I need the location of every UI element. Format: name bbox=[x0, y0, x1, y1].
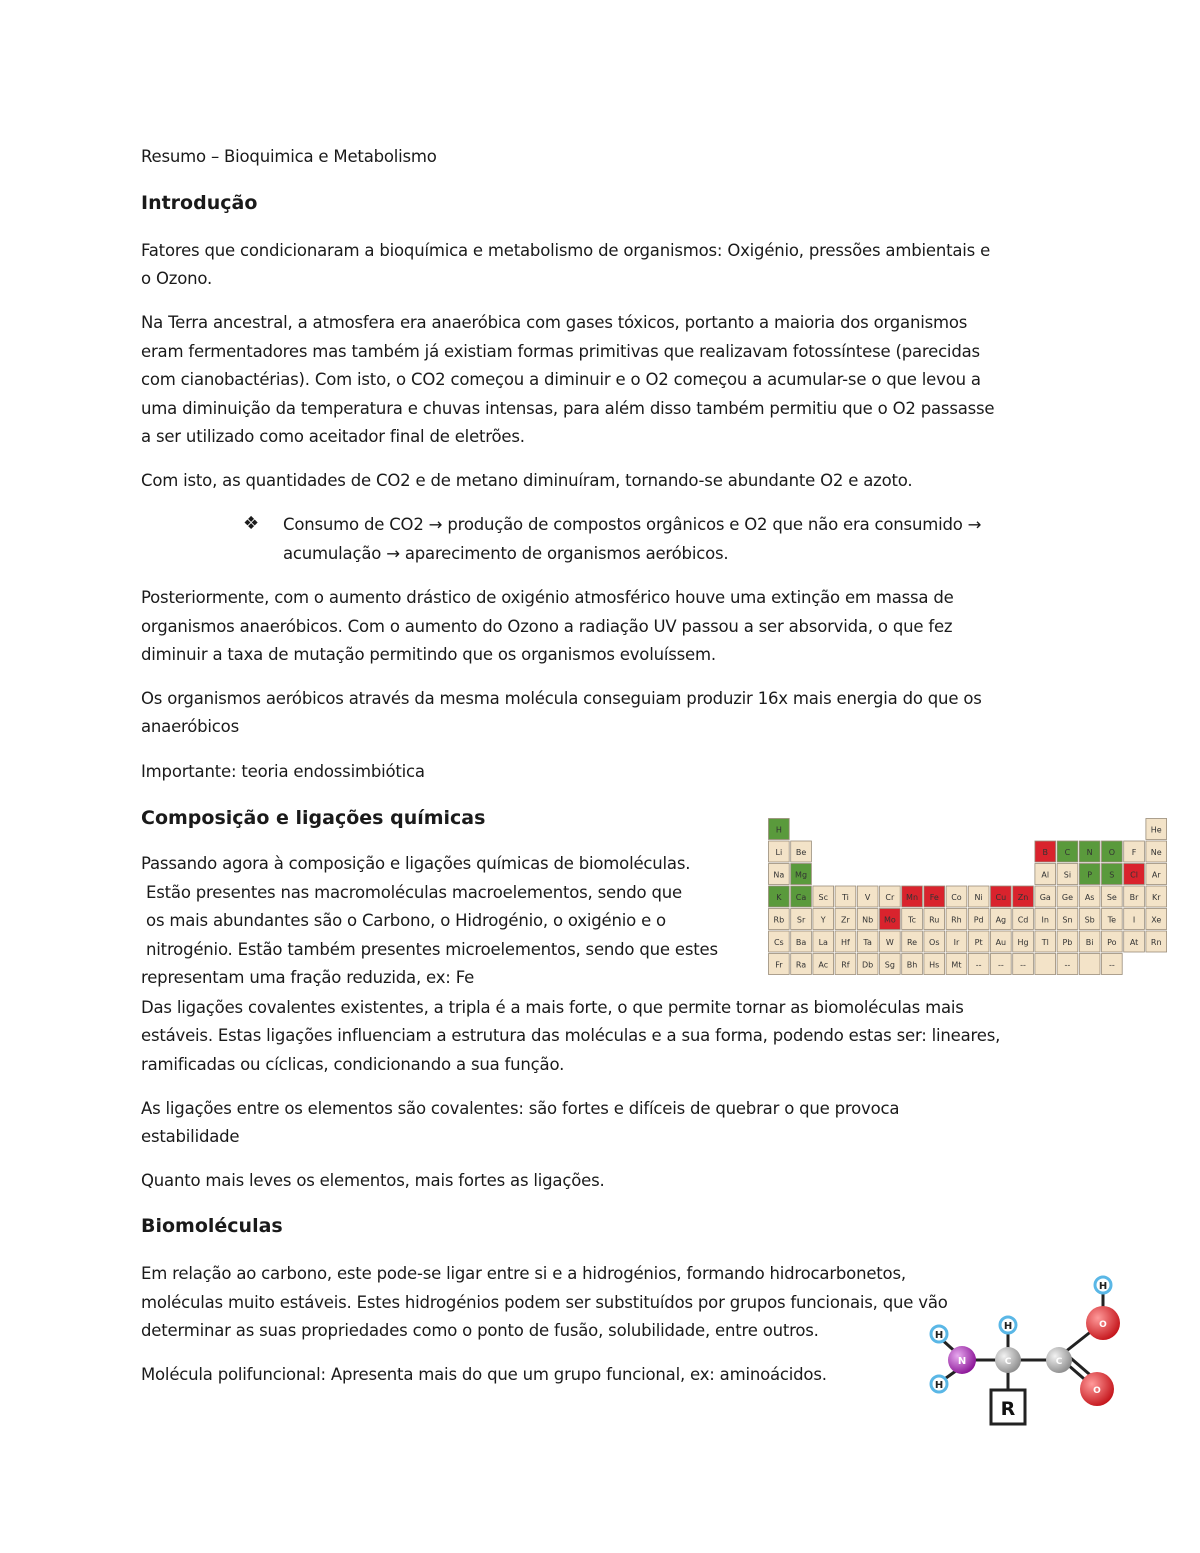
element-cell bbox=[1079, 841, 1100, 862]
element-cell bbox=[813, 931, 834, 952]
paragraph-line: determinar as suas propriedades como o ponto de fusão, solubilidade, entre outros. bbox=[141, 1321, 819, 1340]
element-symbol: Ti bbox=[842, 892, 849, 902]
svg-text:C: C bbox=[1055, 1357, 1063, 1367]
element-cell bbox=[769, 954, 790, 975]
element-cell bbox=[769, 864, 790, 885]
element-symbol: Pb bbox=[1062, 937, 1073, 947]
element-symbol: -- bbox=[1108, 960, 1115, 970]
r-group-box bbox=[991, 1390, 1025, 1424]
element-cell bbox=[1124, 841, 1145, 862]
element-symbol: O bbox=[1108, 847, 1115, 857]
paragraph-line: anaeróbicos bbox=[141, 717, 239, 736]
element-cell bbox=[902, 931, 923, 952]
paragraph-line: representam uma fração reduzida, ex: Fe bbox=[141, 968, 475, 987]
element-symbol: Ge bbox=[1061, 892, 1074, 902]
element-symbol: Co bbox=[951, 892, 962, 902]
paragraph-line: os mais abundantes são o Carbono, o Hidrogénio, o oxigénio e o bbox=[141, 911, 666, 930]
element-symbol: Bh bbox=[906, 960, 918, 970]
element-cell bbox=[1124, 864, 1145, 885]
element-cell bbox=[1057, 931, 1078, 952]
element-symbol: Y bbox=[820, 915, 826, 925]
svg-text:H: H bbox=[1098, 1281, 1108, 1292]
element-cell bbox=[880, 886, 901, 907]
oxygen-atom bbox=[1086, 1306, 1120, 1340]
element-cell bbox=[857, 909, 878, 930]
paragraph-line: Quanto mais leves os elementos, mais fortes as ligações. bbox=[141, 1171, 605, 1190]
element-cell bbox=[1057, 954, 1078, 975]
document-title: Resumo – Bioquimica e Metabolismo bbox=[141, 147, 437, 166]
element-cell bbox=[1146, 841, 1167, 862]
element-symbol: Po bbox=[1107, 937, 1117, 947]
element-cell bbox=[835, 909, 856, 930]
element-symbol: Rh bbox=[951, 915, 962, 925]
element-symbol: At bbox=[1129, 937, 1139, 947]
element-cell bbox=[1057, 841, 1078, 862]
element-cell bbox=[991, 931, 1012, 952]
element-cell bbox=[791, 841, 812, 862]
paragraph-line: a ser utilizado como aceitador final de eletrões. bbox=[141, 427, 525, 446]
svg-text:C: C bbox=[1004, 1357, 1012, 1367]
paragraph-line: nitrogénio. Estão também presentes microelementos, sendo que estes bbox=[141, 940, 718, 959]
element-cell bbox=[1079, 909, 1100, 930]
element-cell bbox=[857, 931, 878, 952]
element-symbol: Rn bbox=[1150, 937, 1162, 947]
element-cell bbox=[1102, 931, 1123, 952]
paragraph-line: estáveis. Estas ligações influenciam a estrutura das moléculas e a sua forma, podendo estas ser: lineares, bbox=[141, 1026, 1001, 1045]
element-symbol: Rb bbox=[773, 915, 785, 925]
element-cell bbox=[1102, 841, 1123, 862]
element-cell bbox=[769, 886, 790, 907]
element-cell bbox=[1079, 931, 1100, 952]
element-symbol: P bbox=[1087, 870, 1093, 880]
element-symbol: Si bbox=[1063, 870, 1072, 880]
element-symbol: W bbox=[885, 937, 894, 947]
element-cell bbox=[968, 931, 989, 952]
element-symbol: Pt bbox=[974, 937, 983, 947]
heading-biomoleculas: Biomoléculas bbox=[141, 1215, 283, 1237]
element-symbol: Al bbox=[1041, 870, 1050, 880]
element-symbol: Se bbox=[1106, 892, 1117, 902]
element-symbol: Sr bbox=[796, 915, 806, 925]
element-symbol: Cd bbox=[1017, 915, 1029, 925]
carbon-atom bbox=[1046, 1347, 1072, 1373]
element-cell bbox=[968, 886, 989, 907]
element-symbol: Ga bbox=[1039, 892, 1051, 902]
element-cell bbox=[769, 909, 790, 930]
element-symbol: Cl bbox=[1130, 870, 1138, 880]
element-cell bbox=[769, 819, 790, 840]
element-symbol: In bbox=[1041, 915, 1049, 925]
nitrogen-atom bbox=[948, 1346, 976, 1374]
element-symbol: Pd bbox=[973, 915, 984, 925]
element-symbol: Cr bbox=[885, 892, 895, 902]
element-symbol: C bbox=[1064, 847, 1071, 857]
paragraph-line: moléculas muito estáveis. Estes hidrogénios podem ser substituídos por grupos funcionais, que vão bbox=[141, 1293, 948, 1312]
paragraph-line: uma diminuição da temperatura e chuvas intensas, para além disso também permitiu que o O2 passasse bbox=[141, 399, 995, 418]
element-symbol: Na bbox=[773, 870, 785, 880]
element-cell bbox=[902, 954, 923, 975]
element-cell bbox=[791, 909, 812, 930]
element-cell bbox=[1035, 909, 1056, 930]
paragraph-line: diminuir a taxa de mutação permitindo que os organismos evoluíssem. bbox=[141, 645, 716, 664]
element-symbol: Li bbox=[775, 847, 783, 857]
element-cell bbox=[946, 954, 967, 975]
element-cell bbox=[1079, 886, 1100, 907]
hydrogen-atom bbox=[931, 1376, 947, 1392]
svg-text:H: H bbox=[934, 1380, 944, 1391]
paragraph-line: Molécula polifuncional: Apresenta mais do que um grupo funcional, ex: aminoácidos. bbox=[141, 1365, 827, 1384]
element-symbol: Hs bbox=[929, 960, 940, 970]
element-cell bbox=[902, 909, 923, 930]
paragraph-line: eram fermentadores mas também já existiam formas primitivas que realizavam fotossíntese (parecidas bbox=[141, 342, 980, 361]
element-symbol: Tc bbox=[908, 915, 917, 925]
element-cell bbox=[791, 931, 812, 952]
periodic-table-figure bbox=[768, 818, 1168, 978]
element-cell bbox=[924, 931, 945, 952]
element-cell bbox=[880, 954, 901, 975]
element-symbol: As bbox=[1084, 892, 1095, 902]
amino-acid-molecule-figure bbox=[920, 1270, 1126, 1430]
element-cell bbox=[1146, 931, 1167, 952]
element-symbol: Sn bbox=[1062, 915, 1073, 925]
element-cell bbox=[1079, 864, 1100, 885]
element-cell bbox=[791, 954, 812, 975]
element-symbol: Br bbox=[1129, 892, 1139, 902]
element-symbol: S bbox=[1109, 870, 1115, 880]
element-symbol: Ta bbox=[863, 937, 872, 947]
paragraph-line: As ligações entre os elementos são covalentes: são fortes e difíceis de quebrar o que provoca bbox=[141, 1099, 900, 1118]
svg-text:O: O bbox=[1093, 1386, 1101, 1396]
bullet-line: Consumo de CO2 → produção de compostos orgânicos e O2 que não era consumido → bbox=[283, 515, 982, 534]
element-cell bbox=[880, 909, 901, 930]
element-symbol: Db bbox=[862, 960, 874, 970]
element-symbol: Zr bbox=[841, 915, 850, 925]
element-symbol: Rf bbox=[841, 960, 850, 970]
element-cell bbox=[1102, 909, 1123, 930]
heading-introducao: Introdução bbox=[141, 192, 258, 214]
element-cell bbox=[1146, 909, 1167, 930]
element-cell bbox=[857, 954, 878, 975]
hydrogen-atom bbox=[1000, 1317, 1016, 1333]
element-symbol: -- bbox=[975, 960, 982, 970]
element-cell bbox=[924, 954, 945, 975]
element-cell bbox=[1102, 886, 1123, 907]
heading-composicao: Composição e ligações químicas bbox=[141, 807, 486, 829]
element-symbol: Os bbox=[929, 937, 940, 947]
element-symbol: Bi bbox=[1085, 937, 1094, 947]
element-cell bbox=[1146, 819, 1167, 840]
element-cell bbox=[924, 909, 945, 930]
element-cell bbox=[1013, 909, 1034, 930]
element-cell bbox=[946, 886, 967, 907]
element-symbol: Kr bbox=[1151, 892, 1161, 902]
paragraph-line: Posteriormente, com o aumento drástico de oxigénio atmosférico houve uma extinção em massa de bbox=[141, 588, 954, 607]
hydrogen-atom bbox=[1095, 1277, 1111, 1293]
element-symbol: Zn bbox=[1017, 892, 1029, 902]
element-symbol: Ni bbox=[974, 892, 983, 902]
element-cell bbox=[991, 954, 1012, 975]
element-cell bbox=[902, 886, 923, 907]
element-symbol: -- bbox=[1064, 960, 1071, 970]
paragraph-line: com cianobactérias). Com isto, o CO2 começou a diminuir e o O2 começou a acumular-se o que levou a bbox=[141, 370, 981, 389]
paragraph-line: Importante: teoria endossimbiótica bbox=[141, 762, 425, 781]
element-cell bbox=[1013, 954, 1034, 975]
element-symbol: Ag bbox=[995, 915, 1007, 925]
element-cell bbox=[968, 954, 989, 975]
element-symbol: F bbox=[1131, 847, 1137, 857]
element-symbol: Ac bbox=[818, 960, 829, 970]
element-cell bbox=[946, 931, 967, 952]
element-cell bbox=[769, 841, 790, 862]
paragraph-line: ramificadas ou cíclicas, condicionando a sua função. bbox=[141, 1055, 565, 1074]
paragraph-line: Os organismos aeróbicos através da mesma molécula conseguiam produzir 16x mais energia do que os bbox=[141, 689, 982, 708]
element-symbol: Te bbox=[1107, 915, 1117, 925]
element-cell bbox=[791, 886, 812, 907]
paragraph-line: Fatores que condicionaram a bioquímica e metabolismo de organismos: Oxigénio, pressões ambientais e bbox=[141, 241, 991, 260]
element-symbol: Hf bbox=[841, 937, 850, 947]
oxygen-atom bbox=[1080, 1372, 1114, 1406]
element-symbol: Ir bbox=[953, 937, 960, 947]
element-symbol: La bbox=[818, 937, 828, 947]
paragraph-line: Com isto, as quantidades de CO2 e de metano diminuíram, tornando-se abundante O2 e azoto. bbox=[141, 471, 913, 490]
element-cell bbox=[991, 886, 1012, 907]
element-cell bbox=[1035, 886, 1056, 907]
element-cell bbox=[1057, 909, 1078, 930]
paragraph-line: Em relação ao carbono, este pode-se ligar entre si e a hidrogénios, formando hidrocarbonetos, bbox=[141, 1264, 906, 1283]
element-cell bbox=[1124, 931, 1145, 952]
element-cell bbox=[813, 909, 834, 930]
element-cell bbox=[835, 931, 856, 952]
hydrogen-atom bbox=[931, 1326, 947, 1342]
bullet-line: acumulação → aparecimento de organismos aeróbicos. bbox=[283, 544, 729, 563]
element-cell bbox=[1035, 954, 1056, 975]
element-cell bbox=[880, 931, 901, 952]
carbon-atom bbox=[995, 1347, 1021, 1373]
diamond-bullet-icon: ❖ bbox=[243, 513, 260, 534]
element-symbol: Mo bbox=[883, 915, 896, 925]
paragraph-line: Das ligações covalentes existentes, a tripla é a mais forte, o que permite tornar as biomoléculas mais bbox=[141, 998, 964, 1017]
element-cell bbox=[991, 909, 1012, 930]
element-cell bbox=[1124, 909, 1145, 930]
svg-text:R: R bbox=[1000, 1398, 1016, 1420]
element-cell bbox=[1079, 954, 1100, 975]
element-symbol: V bbox=[864, 892, 871, 902]
element-cell bbox=[791, 864, 812, 885]
element-cell bbox=[769, 931, 790, 952]
element-symbol: Mn bbox=[906, 892, 919, 902]
element-symbol: Ru bbox=[929, 915, 940, 925]
element-symbol: Ne bbox=[1150, 847, 1162, 857]
svg-text:H: H bbox=[1003, 1321, 1013, 1332]
element-symbol: Fr bbox=[775, 960, 783, 970]
element-symbol: Be bbox=[795, 847, 807, 857]
element-symbol: Mg bbox=[795, 870, 808, 880]
paragraph-line: Estão presentes nas macromoléculas macroelementos, sendo que bbox=[141, 883, 682, 902]
element-symbol: He bbox=[1150, 825, 1162, 835]
element-cell bbox=[1035, 841, 1056, 862]
element-symbol: Mt bbox=[951, 960, 962, 970]
element-symbol: Sc bbox=[818, 892, 828, 902]
element-symbol: Ar bbox=[1151, 870, 1161, 880]
element-cell bbox=[1146, 864, 1167, 885]
element-cell bbox=[813, 954, 834, 975]
element-symbol: Nb bbox=[862, 915, 874, 925]
element-cell bbox=[924, 886, 945, 907]
element-cell bbox=[813, 886, 834, 907]
element-symbol: Ca bbox=[795, 892, 807, 902]
element-cell bbox=[1013, 931, 1034, 952]
element-cell bbox=[1124, 886, 1145, 907]
svg-text:H: H bbox=[934, 1330, 944, 1341]
element-symbol: Sg bbox=[884, 960, 895, 970]
element-cell bbox=[1035, 931, 1056, 952]
svg-text:N: N bbox=[957, 1356, 967, 1367]
paragraph-line: o Ozono. bbox=[141, 269, 212, 288]
element-symbol: Tl bbox=[1041, 937, 1049, 947]
element-symbol: H bbox=[775, 825, 782, 835]
element-symbol: N bbox=[1086, 847, 1093, 857]
element-cell bbox=[1057, 864, 1078, 885]
element-cell bbox=[1102, 864, 1123, 885]
paragraph-line: estabilidade bbox=[141, 1127, 240, 1146]
element-cell bbox=[1146, 886, 1167, 907]
element-symbol: Sb bbox=[1084, 915, 1095, 925]
element-symbol: -- bbox=[997, 960, 1004, 970]
paragraph-line: Passando agora à composição e ligações químicas de biomoléculas. bbox=[141, 854, 691, 873]
element-cell bbox=[1102, 954, 1123, 975]
element-symbol: Cu bbox=[995, 892, 1007, 902]
element-cell bbox=[857, 886, 878, 907]
element-symbol: Xe bbox=[1151, 915, 1162, 925]
element-symbol: K bbox=[776, 892, 782, 902]
paragraph-line: organismos anaeróbicos. Com o aumento do Ozono a radiação UV passou a ser absorvida, o que fez bbox=[141, 617, 953, 636]
element-symbol: I bbox=[1132, 915, 1136, 925]
element-symbol: Ba bbox=[795, 937, 807, 947]
element-symbol: Fe bbox=[929, 892, 939, 902]
element-symbol: B bbox=[1042, 847, 1048, 857]
element-cell bbox=[1035, 864, 1056, 885]
element-symbol: Au bbox=[995, 937, 1007, 947]
element-cell bbox=[946, 909, 967, 930]
element-symbol: -- bbox=[1020, 960, 1026, 970]
paragraph-line: Na Terra ancestral, a atmosfera era anaeróbica com gases tóxicos, portanto a maioria dos organismos bbox=[141, 313, 968, 332]
element-cell bbox=[1013, 886, 1034, 907]
svg-text:O: O bbox=[1099, 1320, 1107, 1330]
element-cell bbox=[835, 886, 856, 907]
element-symbol: Cs bbox=[773, 937, 784, 947]
element-symbol: Ra bbox=[795, 960, 807, 970]
element-cell bbox=[1057, 886, 1078, 907]
element-cell bbox=[968, 909, 989, 930]
element-symbol: Re bbox=[906, 937, 918, 947]
element-symbol: Hg bbox=[1017, 937, 1029, 947]
element-cell bbox=[835, 954, 856, 975]
